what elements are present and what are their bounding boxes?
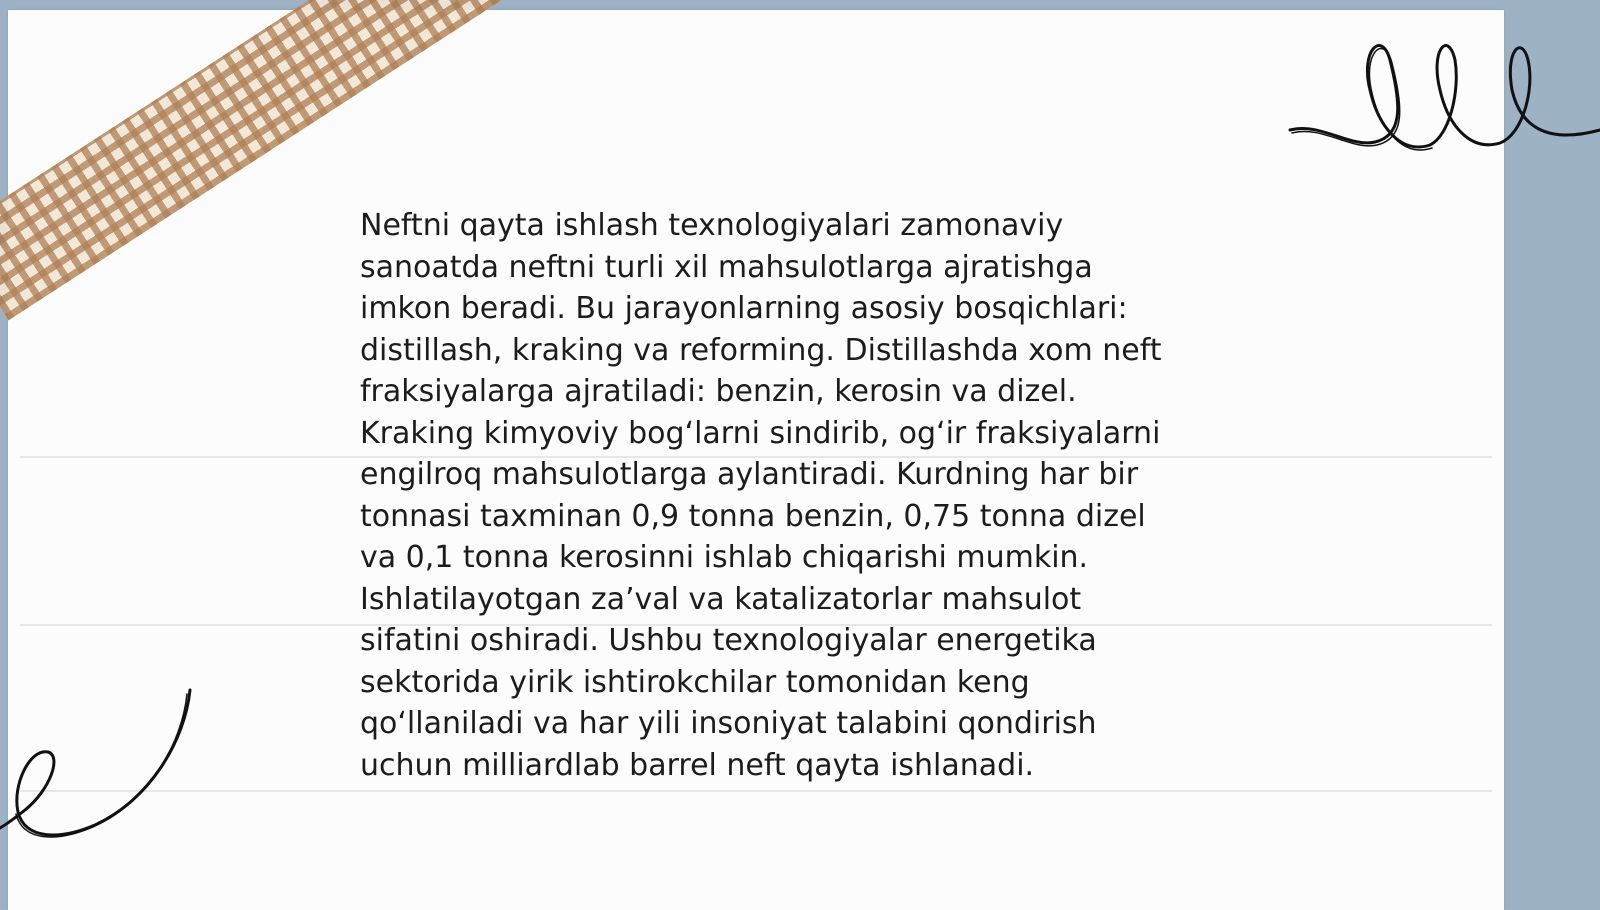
- ruled-line: [20, 790, 1492, 792]
- loop-swoosh-icon: [0, 690, 200, 850]
- body-paragraph: Neftni qayta ishlash texnologiyalari zamonaviy sanoatda neftni turli xil mahsulotlarga ajratishga imkon beradi. Bu jarayonlarning asosiy bosqichlari: distillash, kraking va reforming. Distillashda xom neft fraksiyalarga ajratiladi: benzin, kerosin va dizel. Kraking kimyoviy bog‘larni sindirib, og‘ir fraksiyalarni engilroq mahsulotlarga aylantiradi. Kurdning har bir tonnasi taxminan 0,9 tonna benzin, 0,75 tonna dizel va 0,1 tonna kerosinni ishlab chiqarishi mumkin. Ishlatilayotgan za’val va katalizatorlar mahsulot sifatini oshiradi. Ushbu texnologiyalar energetika sektorida yirik ishtirokchilar tomonidan keng qo‘llaniladi va har yili insoniyat talabini qondirish uchun milliardlab barrel neft qayta ishlanadi.: [360, 208, 1162, 783]
- loop-squiggle-icon: [1290, 30, 1600, 170]
